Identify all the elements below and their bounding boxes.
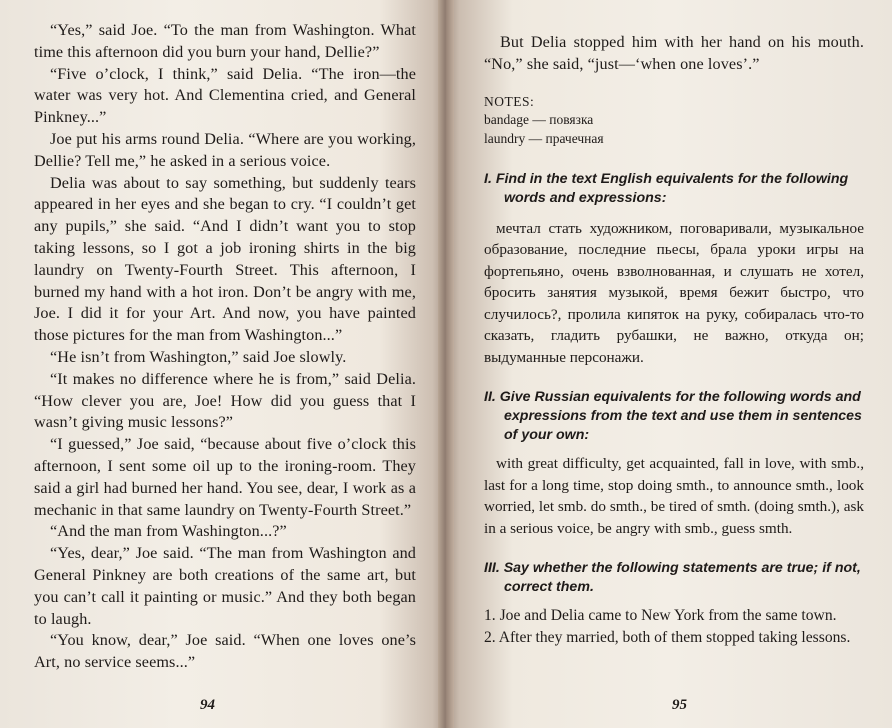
right-page bbox=[446, 0, 892, 728]
right-page-number: 95 bbox=[672, 697, 687, 713]
left-paragraph-4: Delia was about to say something, but suddenly tears appeared in her eyes and she began to cry. “I couldn’t get any pupils,” she said. “And I didn’t want you to stop taking lessons, so I got a job ironing shirts in the big laundry on Twenty-Fourth Street. This afternoon, I burned my hand with a hot iron. Don’t be angry with me, Joe. I did it for your Art. And now, you have painted those pictures for the man from Washington...” bbox=[34, 173, 416, 345]
exercise-1-body: мечтал стать художником, поговаривали, музыкальное образование, последние пьесы, брала уроки игры на фортепьяно, очень взволнованная, и слушать не хотел, бросить занятия музыкой, время бежит быстро, что случилось?, пролила кипяток на руку, собиралась что-то сказать, гладить рубашки, не важно, откуда он; выдуманные персонажи. bbox=[484, 219, 864, 366]
left-paragraph-9: “Yes, dear,” Joe said. “The man from Washington and General Pinkney are both creations of the same art, but you can’t call it painting or music.” And they both began to laugh. bbox=[34, 544, 416, 628]
notes-title: NOTES: bbox=[484, 93, 535, 109]
note-item: laundry — прачечная bbox=[484, 130, 604, 146]
left-paragraph-3: Joe put his arms round Delia. “Where are you working, Dellie? Tell me,” he asked in a serious voice. bbox=[34, 129, 416, 170]
left-paragraph-10: “You know, dear,” Joe said. “When one loves one’s Art, no service seems...” bbox=[34, 631, 416, 672]
left-page-number: 94 bbox=[200, 697, 215, 713]
left-paragraph-6: “It makes no difference where he is from,” said Delia. “How clever you are, Joe! How did you guess that I wasn’t giving music lessons?” bbox=[34, 369, 416, 432]
note-item: bandage — повязка bbox=[484, 111, 594, 127]
left-paragraph-2: “Five o’clock, I think,” said Delia. “The iron—the water was very hot. And Clementina cried, and General Pinkney...” bbox=[34, 64, 416, 127]
exercise-3-heading: III. Say whether the following statements are true; if not, correct them. bbox=[484, 560, 861, 596]
left-paragraph-1: “Yes,” said Joe. “To the man from Washington. What time this afternoon did you burn your hand, Dellie?” bbox=[34, 21, 416, 61]
exercise-2-heading: II. Give Russian equivalents for the following words and expressions from the text and use them in sentences of your own: bbox=[484, 389, 862, 444]
right-opening-paragraph: But Delia stopped him with her hand on his mouth. “No,” she said, “just—‘when one loves’.” bbox=[484, 33, 864, 73]
exercise-2-body: with great difficulty, get acquainted, fall in love, with smb., last for a long time, stop doing smth., to announce smth., look worried, let smb. do smth., be tired of smth. (doing smth.), ask in a serious voice, be angry with smb., guess smth. bbox=[484, 455, 864, 537]
exercise-3-item-1: 1. Joe and Delia came to New York from the same town. bbox=[484, 607, 837, 625]
left-paragraph-7: “I guessed,” Joe said, “because about five o’clock this afternoon, I sent some oil up to the ironing-room. They said a girl had burned her hand. You see, dear, I work as a mechanic in that same laundry on Twenty-Fourth Street.” bbox=[34, 435, 416, 519]
exercise-1-heading: I. Find in the text English equivalents for the following words and expressions: bbox=[484, 170, 849, 206]
exercise-3-item-2: 2. After they married, both of them stopped taking lessons. bbox=[484, 628, 851, 646]
left-paragraph-8: “And the man from Washington...?” bbox=[50, 522, 287, 541]
book-gutter bbox=[438, 0, 454, 728]
left-paragraph-5: “He isn’t from Washington,” said Joe slowly. bbox=[50, 347, 347, 366]
